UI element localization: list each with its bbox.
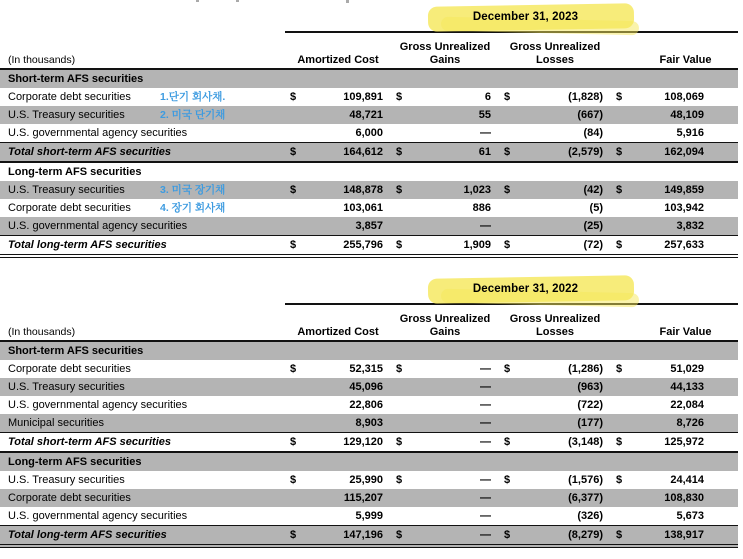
cell-value: 886 [472,202,491,214]
table-cell [391,217,499,235]
numeric-cells [285,360,738,378]
data-row [0,88,738,106]
dollar-sign: $ [616,239,623,251]
total-row [0,432,738,453]
table-cell [499,217,611,235]
cell-value: 255,796 [343,239,383,251]
cell-value: (2,579) [568,146,603,158]
cell-value: 164,612 [343,146,383,158]
column-headers [285,41,738,66]
col-header-gross-unrealized-losses: Gross Unrealized Losses [509,41,601,66]
row-label: Municipal securities [8,417,104,429]
table-cell [391,471,499,489]
table-cell [499,88,611,106]
row-label: Total long-term AFS securities [8,239,167,251]
data-row [0,489,738,507]
table-cell [391,378,499,396]
data-row [0,217,738,235]
cell-value: 1,909 [463,239,491,251]
dollar-sign: $ [290,363,297,375]
korean-annotation: 2. 미국 단기채 [160,109,226,121]
cell-value: (25) [583,220,603,232]
row-label: Total short-term AFS securities [8,436,171,448]
row-label: U.S. governmental agency securities [8,220,188,232]
dollar-sign: $ [290,146,297,158]
period-label: December 31, 2023 [472,11,579,23]
table-cell [285,526,391,544]
numeric-cells [285,396,738,414]
dollar-sign: $ [290,239,297,251]
table-cell [611,181,738,199]
table-cell [285,124,391,142]
numeric-cells [285,199,738,217]
numeric-cells [285,217,738,235]
cell-value: 138,917 [664,529,704,541]
cell-value: — [480,417,491,429]
table-cell [611,88,738,106]
table-cell [285,489,391,507]
dollar-sign: $ [616,436,623,448]
table-cell [611,396,738,414]
dollar-sign: $ [616,363,623,375]
table-cell [611,378,738,396]
table-cell [499,378,611,396]
numeric-cells [285,163,738,181]
in-thousands-label: (In thousands) [8,54,76,66]
table-cell [285,236,391,254]
table-cell [391,236,499,254]
numeric-cells [285,507,738,525]
row-label: U.S. governmental agency securities [8,399,188,411]
data-row [0,124,738,142]
cell-value: 147,196 [343,529,383,541]
cell-value: (963) [577,381,603,393]
cell-value: (1,576) [568,474,603,486]
table-cell [611,489,738,507]
table-cell [391,106,499,124]
cell-value: — [480,363,491,375]
table-cell [499,236,611,254]
cell-value: 8,903 [355,417,383,429]
data-row [0,414,738,432]
cell-value: 25,990 [349,474,383,486]
dollar-sign: $ [504,436,511,448]
cell-value: 125,972 [664,436,704,448]
dollar-sign: $ [396,363,403,375]
section-header-row [0,342,738,360]
data-row [0,360,738,378]
row-label: U.S. Treasury securities [8,184,125,196]
column-header-row [0,305,738,342]
table-cell [285,433,391,451]
cropped-text-remnant [346,0,349,3]
cell-value: (42) [583,184,603,196]
afs-securities-table-2022 [0,278,738,548]
numeric-cells [285,526,738,544]
numeric-cells [285,124,738,142]
table-cell [499,199,611,217]
col-header-amortized-cost: Amortized Cost [297,53,379,66]
cell-value: (1,828) [568,91,603,103]
col-header-gross-unrealized-losses: Gross Unrealized Losses [509,313,601,338]
table-cell [391,360,499,378]
cell-value: 115,207 [343,492,383,504]
cell-value: 6,000 [355,127,383,139]
cell-value: (326) [577,510,603,522]
numeric-cells [285,489,738,507]
table-cell [499,106,611,124]
table-cell [285,199,391,217]
numeric-cells [285,143,738,161]
cell-value: 108,830 [664,492,704,504]
table-cell [499,489,611,507]
total-row [0,525,738,548]
table-cell [499,414,611,432]
table-cell [499,124,611,142]
dollar-sign: $ [396,474,403,486]
dollar-sign: $ [504,363,511,375]
table-cell [391,181,499,199]
table-cell [611,106,738,124]
table-cell [285,378,391,396]
numeric-cells [285,378,738,396]
dollar-sign: $ [290,436,297,448]
numeric-cells [285,433,738,451]
cell-value: — [480,510,491,522]
dollar-sign: $ [616,146,623,158]
table-cell [611,217,738,235]
numeric-cells [285,414,738,432]
data-row [0,396,738,414]
cell-value: — [480,381,491,393]
cell-value: (6,377) [568,492,603,504]
data-row [0,106,738,124]
cell-value: 129,120 [343,436,383,448]
cell-value: — [480,436,491,448]
numeric-cells [285,342,738,360]
table-cell [285,507,391,525]
cell-value: 103,942 [664,202,704,214]
cell-value: — [480,474,491,486]
data-row [0,181,738,199]
cell-value: (72) [583,239,603,251]
cell-value: 48,109 [670,109,704,121]
column-header-row [0,33,738,70]
table-cell [611,124,738,142]
cell-value: 5,916 [676,127,704,139]
dollar-sign: $ [396,91,403,103]
col-header-fair-value: Fair Value [659,53,712,66]
table-cell [499,471,611,489]
row-label: Total short-term AFS securities [8,146,171,158]
dollar-sign: $ [504,184,511,196]
dollar-sign: $ [504,529,511,541]
cell-value: — [480,529,491,541]
total-row [0,235,738,258]
korean-annotation: 3. 미국 장기채 [160,184,226,196]
table-cell [391,88,499,106]
dollar-sign: $ [504,239,511,251]
cell-value: 5,673 [676,510,704,522]
cell-value: (84) [583,127,603,139]
numeric-cells [285,471,738,489]
dollar-sign: $ [616,529,623,541]
table-cell [285,106,391,124]
table-cell [391,526,499,544]
cell-value: 8,726 [676,417,704,429]
table-cell [499,181,611,199]
row-label: Long-term AFS securities [8,166,142,178]
korean-annotation: 1.단기 회사채. [160,91,226,103]
cell-value: 3,857 [355,220,383,232]
table-cell [285,181,391,199]
cell-value: 48,721 [349,109,383,121]
table-cell [285,217,391,235]
numeric-cells [285,88,738,106]
table-cell [611,199,738,217]
dollar-sign: $ [396,436,403,448]
korean-annotation: 4. 장기 회사채 [160,202,226,214]
table-cell [611,236,738,254]
cell-value: 6 [484,91,491,103]
table-body [0,342,738,548]
table-cell [391,507,499,525]
dollar-sign: $ [290,91,297,103]
numeric-cells [285,106,738,124]
section-header-row [0,163,738,181]
in-thousands-label: (In thousands) [8,326,76,338]
cell-value: 109,891 [343,91,383,103]
dollar-sign: $ [616,91,623,103]
cell-value: 52,315 [349,363,383,375]
table-cell [611,507,738,525]
col-header-fair-value: Fair Value [659,325,712,338]
row-label: U.S. Treasury securities [8,381,125,393]
cell-value: 148,878 [343,184,383,196]
total-row [0,142,738,163]
table-cell [611,526,738,544]
table-cell [391,143,499,161]
cell-value: 5,999 [355,510,383,522]
table-cell [285,471,391,489]
cell-value: — [480,399,491,411]
cell-value: 51,029 [670,363,704,375]
table-cell [499,507,611,525]
table-cell [285,360,391,378]
afs-securities-table-2023 [0,6,738,258]
row-label: U.S. governmental agency securities [8,510,188,522]
row-label: Total long-term AFS securities [8,529,167,541]
section-header-row [0,453,738,471]
dollar-sign: $ [396,184,403,196]
dollar-sign: $ [290,184,297,196]
table-cell [391,489,499,507]
dollar-sign: $ [504,91,511,103]
dollar-sign: $ [396,239,403,251]
cell-value: (1,286) [568,363,603,375]
dollar-sign: $ [616,474,623,486]
cropped-text-remnant [236,0,239,2]
row-label: U.S. Treasury securities [8,474,125,486]
col-header-gross-unrealized-gains: Gross Unrealized Gains [399,41,491,66]
table-body [0,70,738,258]
numeric-cells [285,236,738,254]
table-cell [611,414,738,432]
cell-value: 3,832 [676,220,704,232]
numeric-cells [285,453,738,471]
dollar-sign: $ [504,146,511,158]
col-header-amortized-cost: Amortized Cost [297,325,379,338]
row-label: Corporate debt securities [8,492,131,504]
table-cell [285,143,391,161]
table-cell [499,526,611,544]
period-header-row [0,278,738,305]
row-label: U.S. governmental agency securities [8,127,188,139]
table-cell [499,143,611,161]
row-label: Short-term AFS securities [8,345,144,357]
data-row [0,199,738,217]
cell-value: (8,279) [568,529,603,541]
cell-value: — [480,127,491,139]
cell-value: 103,061 [343,202,383,214]
cell-value: 24,414 [670,474,704,486]
numeric-cells [285,181,738,199]
period-label: December 31, 2022 [472,283,579,295]
row-label: Corporate debt securities [8,91,131,103]
cell-value: 22,806 [349,399,383,411]
cell-value: (722) [577,399,603,411]
table-cell [611,360,738,378]
col-header-gross-unrealized-gains: Gross Unrealized Gains [399,313,491,338]
table-cell [391,433,499,451]
cell-value: 1,023 [463,184,491,196]
dollar-sign: $ [504,474,511,486]
row-label: Corporate debt securities [8,202,131,214]
table-cell [611,433,738,451]
row-label: Long-term AFS securities [8,456,142,468]
table-cell [391,124,499,142]
row-label: Short-term AFS securities [8,73,144,85]
section-header-row [0,70,738,88]
table-cell [391,414,499,432]
numeric-cells [285,70,738,88]
cell-value: 45,096 [349,381,383,393]
cell-value: — [480,492,491,504]
table-cell [499,396,611,414]
cell-value: — [480,220,491,232]
cell-value: 61 [478,146,491,158]
cell-value: 44,133 [670,381,704,393]
cell-value: (3,148) [568,436,603,448]
dollar-sign: $ [396,146,403,158]
cell-value: 162,094 [664,146,704,158]
table-cell [611,143,738,161]
table-cell [499,360,611,378]
table-cell [285,414,391,432]
cell-value: 257,633 [664,239,704,251]
cell-value: (667) [577,109,603,121]
dollar-sign: $ [290,529,297,541]
table-cell [285,396,391,414]
table-cell [611,471,738,489]
data-row [0,378,738,396]
cell-value: (177) [577,417,603,429]
cell-value: 149,859 [664,184,704,196]
dollar-sign: $ [290,474,297,486]
dollar-sign: $ [616,184,623,196]
row-label: Corporate debt securities [8,363,131,375]
cell-value: 22,084 [670,399,704,411]
period-header-row [0,6,738,33]
table-cell [391,396,499,414]
table-cell [499,433,611,451]
cell-value: 108,069 [664,91,704,103]
column-headers [285,313,738,338]
data-row [0,471,738,489]
table-cell [391,199,499,217]
table-cell [285,88,391,106]
data-row [0,507,738,525]
dollar-sign: $ [396,529,403,541]
cell-value: (5) [589,202,603,214]
row-label: U.S. Treasury securities [8,109,125,121]
cropped-text-remnant [196,0,199,2]
cell-value: 55 [478,109,491,121]
